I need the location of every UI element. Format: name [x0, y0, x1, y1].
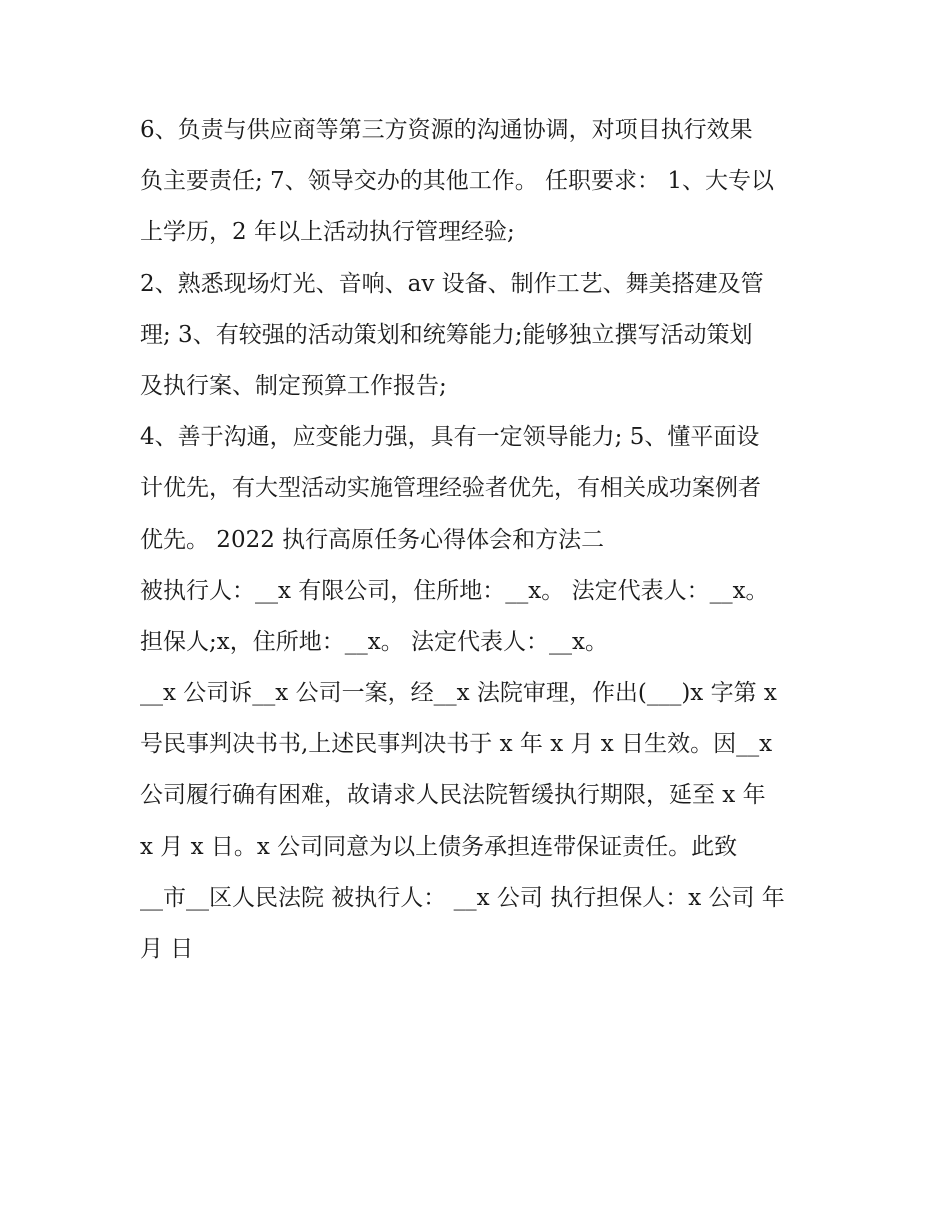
text-line: 被执行人：__x 有限公司，住所地：__x。 法定代表人：__x。: [140, 577, 769, 604]
text-line: 理; 3、有较强的活动策划和统筹能力;能够独立撰写活动策划: [140, 321, 753, 348]
text-line: 优先。 2022 执行高原任务心得体会和方法二: [140, 526, 605, 553]
text-line: 号民事判决书书,上述民事判决书于 x 年 x 月 x 日生效。因__x: [140, 731, 773, 758]
text-line: __x 公司诉__x 公司一案，经__x 法院审理，作出(___)x 字第 x: [140, 680, 777, 707]
text-line: 2、熟悉现场灯光、音响、av 设备、制作工艺、舞美搭建及管: [140, 270, 764, 297]
text-line: 负主要责任; 7、领导交办的其他工作。 任职要求： 1、大专以: [140, 168, 774, 195]
text-line: 月 日: [140, 936, 194, 962]
text-line: 公司履行确有困难，故请求人民法院暂缓执行期限，延至 x 年: [140, 782, 766, 809]
document-body: [140, 105, 820, 975]
text-line: 计优先，有大型活动实施管理经验者优先，有相关成功案例者: [140, 475, 761, 502]
text-line: 上学历，2 年以上活动执行管理经验;: [140, 219, 515, 246]
text-line: 及执行案、制定预算工作报告;: [140, 372, 447, 399]
text-line: x 月 x 日。x 公司同意为以上债务承担连带保证责任。此致: [140, 833, 738, 860]
text-line: 4、善于沟通，应变能力强，具有一定领导能力; 5、懂平面设: [140, 424, 760, 451]
text-line: 担保人;x，住所地：__x。 法定代表人：__x。: [140, 628, 608, 655]
text-line: 6、负责与供应商等第三方资源的沟通协调，对项目执行效果: [140, 117, 753, 143]
text-line: __市__区人民法院 被执行人： __x 公司 执行担保人：x 公司 年: [140, 884, 785, 911]
